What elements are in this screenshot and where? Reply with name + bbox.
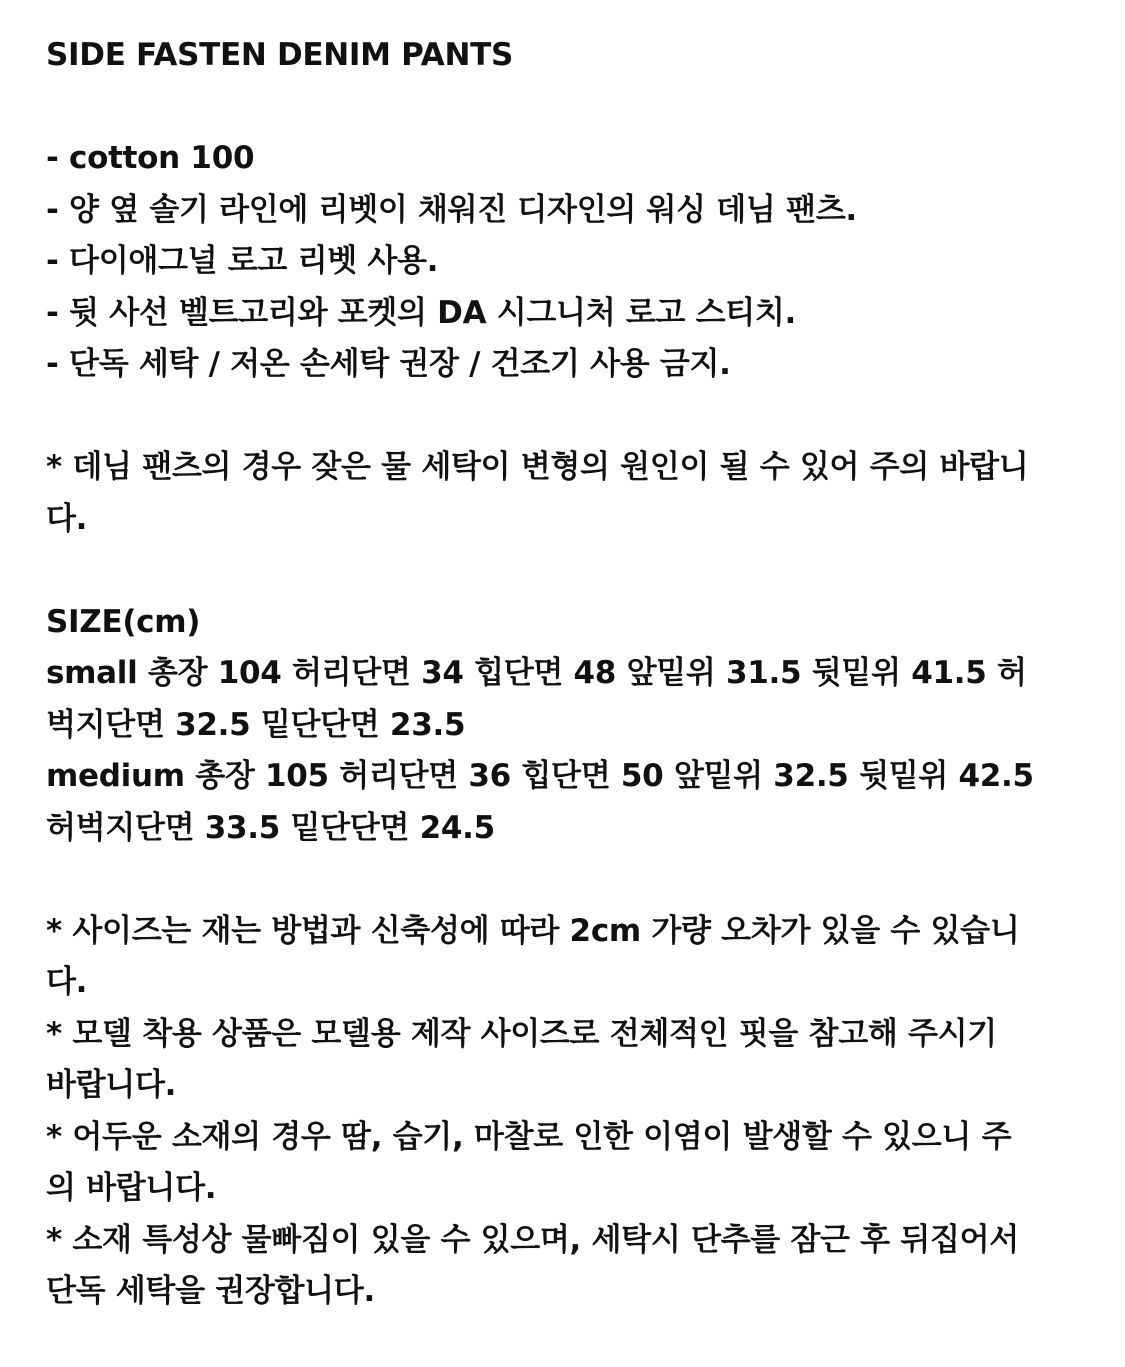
note-size-tolerance-line2: 다.: [46, 964, 88, 1000]
feature-stitch: - 뒷 사선 벨트고리와 포켓의 DA 시그니처 로고 스티치.: [46, 294, 797, 331]
spacer: [46, 82, 1086, 134]
spacer: [46, 854, 1086, 906]
size-medium-line1: medium 총장 105 허리단면 36 힙단면 50 앞밑위 32.5 뒷밑위 42.5: [46, 758, 1034, 794]
spacer: [46, 545, 1086, 597]
size-medium-line2: 허벅지단면 33.5 밑단단면 24.5: [46, 809, 495, 846]
product-description: [46, 30, 1086, 1318]
note-fading-line1: * 소재 특성상 물빠짐이 있을 수 있으며, 세탁시 단추를 잠근 후 뒤집어서: [46, 1221, 1019, 1258]
feature-material: - cotton 100: [46, 140, 255, 176]
note-model-fit-line1: * 모델 착용 상품은 모델용 제작 사이즈로 전체적인 핏을 참고해 주시기: [46, 1015, 997, 1052]
size-small-line1: small 총장 104 허리단면 34 힙단면 48 앞밑위 31.5 뒷밑위 41.5 허: [46, 655, 1027, 691]
note-model-fit-line2: 바랍니다.: [46, 1067, 177, 1103]
note-size-tolerance-line1: * 사이즈는 재는 방법과 신축성에 따라 2cm 가량 오차가 있을 수 있습니: [46, 912, 1020, 949]
denim-note-line1: * 데님 팬츠의 경우 잦은 물 세탁이 변형의 원인이 될 수 있어 주의 바랍니: [46, 449, 1029, 485]
product-title: SIDE FASTEN DENIM PANTS: [46, 37, 513, 73]
denim-note-line2: 다.: [46, 500, 88, 537]
feature-design: - 양 옆 솔기 라인에 리벳이 채워진 디자인의 워싱 데님 팬츠.: [46, 191, 857, 228]
size-heading: SIZE(cm): [46, 603, 201, 640]
note-dye-transfer-line2: 의 바랍니다.: [46, 1170, 217, 1206]
size-small-line2: 벅지단면 32.5 밑단단면 23.5: [46, 706, 466, 743]
feature-rivet: - 다이애그널 로고 리벳 사용.: [46, 243, 439, 279]
feature-wash: - 단독 세탁 / 저온 손세탁 권장 / 건조기 사용 금지.: [46, 346, 731, 382]
note-fading-line2: 단독 세탁을 권장합니다.: [46, 1273, 375, 1309]
spacer: [46, 391, 1086, 443]
note-dye-transfer-line1: * 어두운 소재의 경우 땀, 습기, 마찰로 인한 이염이 발생할 수 있으니 주: [46, 1118, 1012, 1155]
